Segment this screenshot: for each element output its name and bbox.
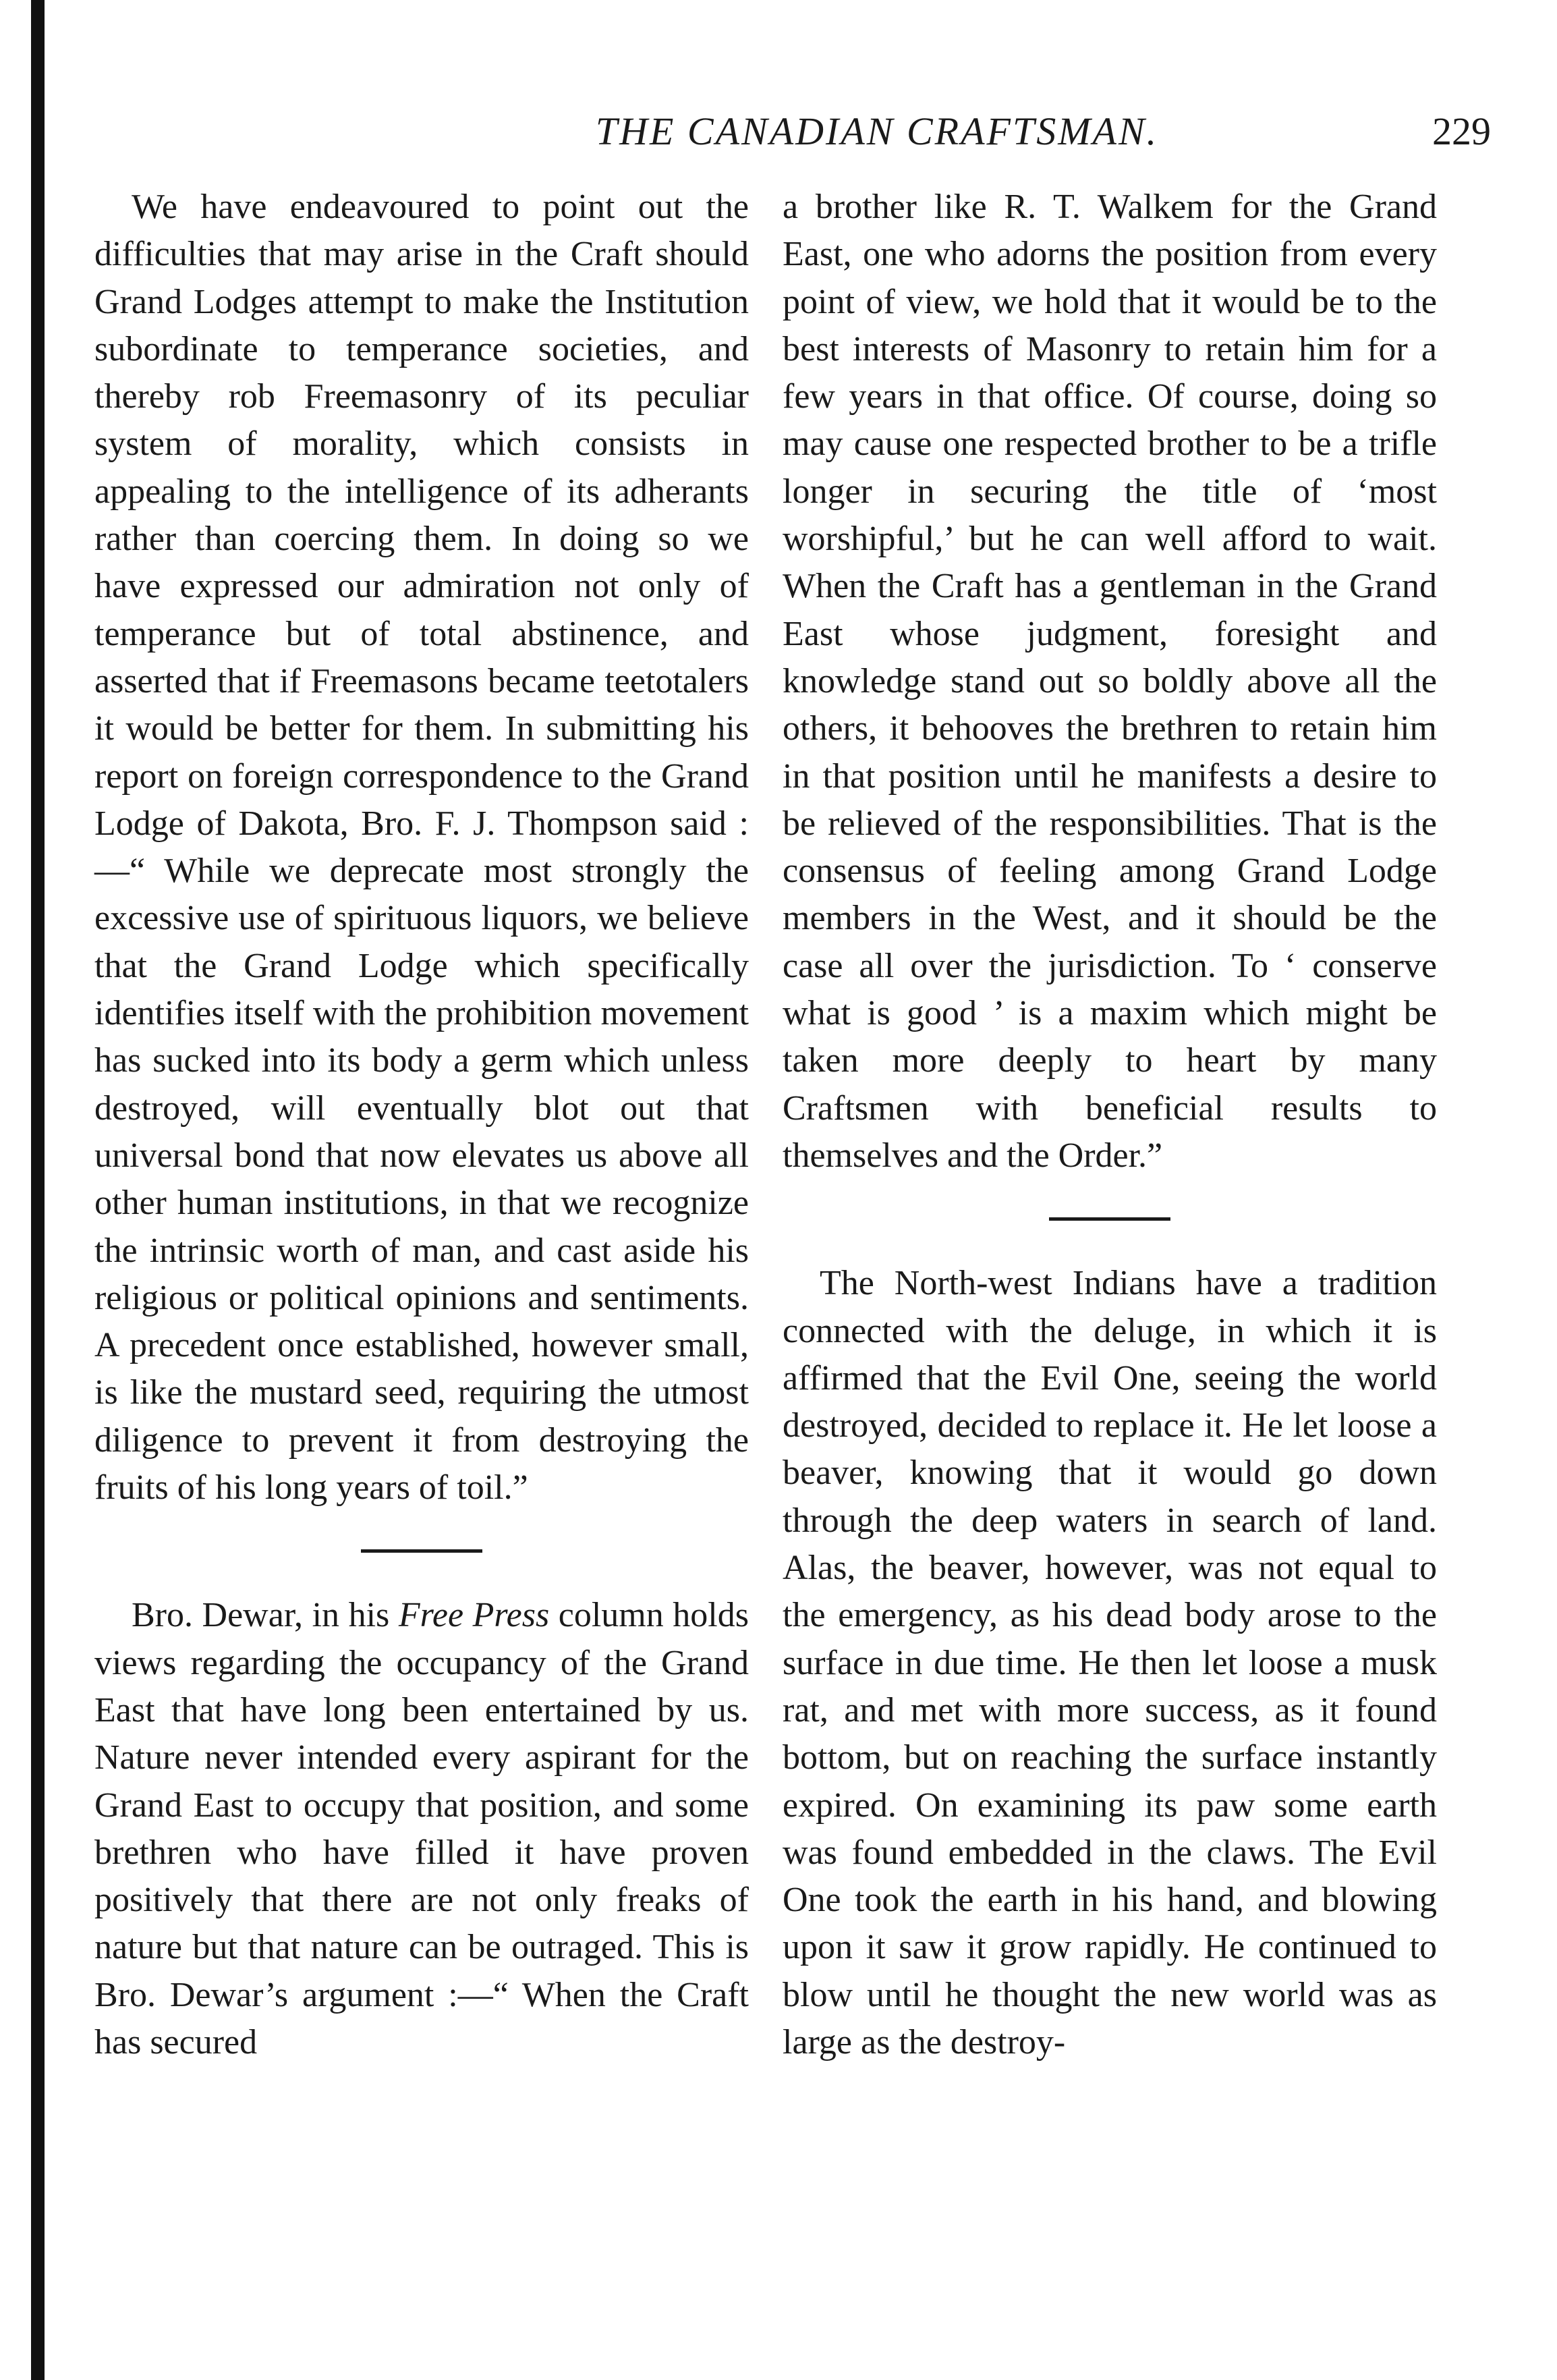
paragraph-temperance: We have endeavoured to point out the difficulties that may arise in the Craft should Grand Lodges attempt to make the Institution subordinate to temperance societies, and thereby rob Freemasonry of its peculiar system of morality, which consists in appealing to the intelligence of its adherants rather than coercing them. In doing so we have expressed our admiration not only of temperance but of total abstinence, and asserted that if Freemasons became teetotalers it would be better for them. In submitting his report on foreign correspondence to the Grand Lodge of Dakota, Bro. F. J. Thompson said :—“ While we deprecate most strongly the excessive use of spirituous liquors, we believe that the Grand Lodge which specifically identifies itself with the prohibition movement has sucked into its body a germ which unless destroyed, will eventually blot out that universal bond that now elevates us above all other human institutions, in that we recognize the intrinsic worth of man, and cast aside his religious or political opinions and sentiments. A precedent once established, however small, is like the mustard seed, requiring the utmost diligence to prevent it from destroying the fruits of his long years of toil.” <box>94 188 749 1507</box>
paragraph-dewar <box>94 1592 749 2066</box>
section-divider <box>361 1549 482 1553</box>
publication-title: Free Press <box>398 1596 550 1635</box>
right-column <box>783 184 1437 2066</box>
page-number: 229 <box>1432 109 1491 153</box>
running-title: THE CANADIAN CRAFTSMAN. <box>595 109 1159 153</box>
paragraph-walkem-continued: a brother like R. T. Walkem for the Grand East, one who adorns the position from every point of view, we hold that it would be to the best interests of Masonry to retain him for a few years in that office. Of course, doing so may cause one respected brother to be a trifle longer in securing the title of ‘most worshipful,’ but he can well afford to wait. When the Craft has a gentleman in the Grand East whose judgment, foresight and knowledge stand out so boldly above all the others, it behooves the brethren to retain him in that position until he manifests a desire to be relieved of the responsibilities. That is the consensus of feeling among Grand Lodge members in the West, and it should be the case all over the jurisdiction. To ‘ conserve what is good ’ is a maxim which might be taken more deeply to heart by many Craftsmen with beneficial results to themselves and the Order.” <box>783 188 1437 1175</box>
paragraph-dewar-rest: column holds views regarding the occupancy of the Grand East that have long been entertained by us. Nature never intended every aspirant for the Grand East to occupy that position, and some brethren who have filled it have proven positively that there are not only freaks of nature but that nature can be outraged. This is Bro. Dewar’s argument :—“ When the Craft has secured <box>94 1596 749 2061</box>
scan-edge-shadow <box>31 0 45 2380</box>
paragraph-deluge-tradition: The North-west Indians have a tradition connected with the deluge, in which it is affirmed that the Evil One, seeing the world destroyed, decided to replace it. He let loose a beaver, knowing that it would go down through the deep waters in search of land. Alas, the beaver, however, was not equal to the emergency, as his dead body arose to the surface in due time. He then let loose a musk rat, and met with more success, as it found bottom, but on reaching the surface instantly expired. On examining its paw some earth was found embedded in the claws. The Evil One took the earth in his hand, and blowing upon it saw it grow rapidly. He continued to blow until he thought the new world was as large as the destroy- <box>783 1264 1437 2061</box>
left-column <box>94 184 749 2066</box>
paragraph-dewar-start: Bro. Dewar, in his <box>132 1596 399 1635</box>
section-divider <box>1049 1217 1170 1221</box>
